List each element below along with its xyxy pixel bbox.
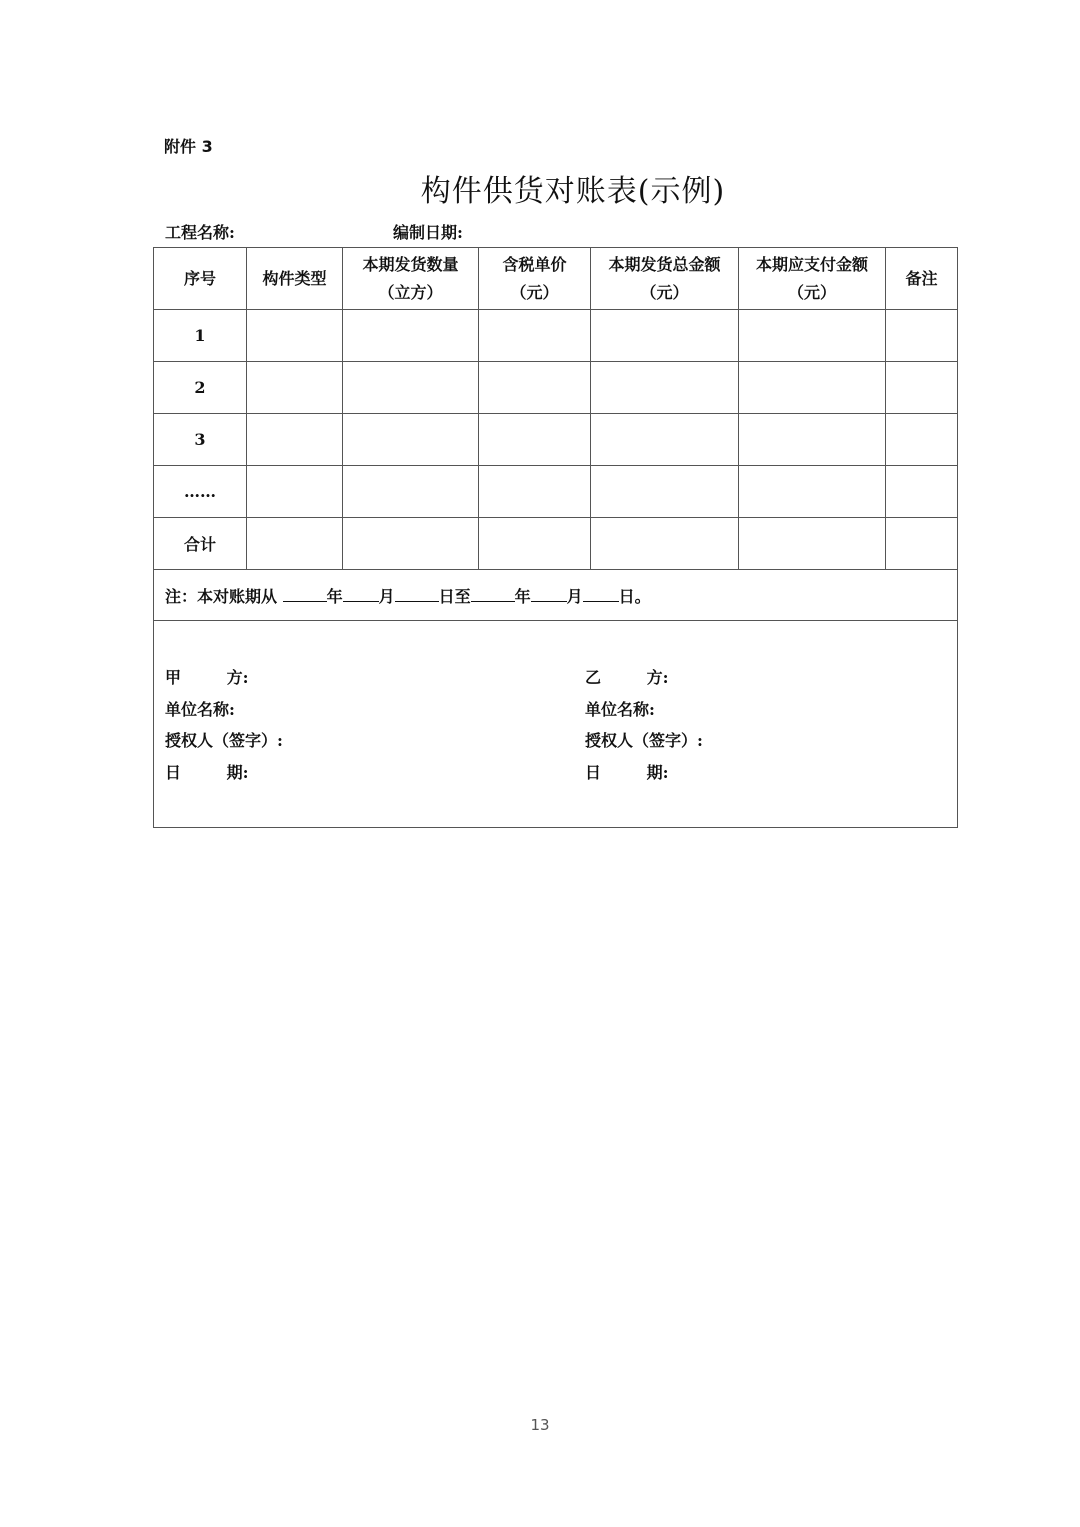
document-title: 构件供货对账表(示例) [420, 174, 726, 209]
header-unit-price: 含税单价 （元） [479, 248, 591, 310]
month-start-blank [343, 587, 379, 602]
reconciliation-table [153, 247, 958, 828]
cell [343, 466, 479, 518]
seq-cell: …… [154, 466, 247, 518]
header-component-type: 构件类型 [247, 248, 343, 310]
cell [591, 310, 739, 362]
attachment-label: 附件 3 [164, 137, 213, 156]
party-a-authorized-label: 授权人（签字）: [165, 731, 283, 750]
cell [886, 310, 958, 362]
cell [479, 362, 591, 414]
table-header-row [154, 248, 958, 310]
party-a-label: 甲 方: [165, 668, 249, 687]
cell [247, 466, 343, 518]
cell [739, 310, 886, 362]
seq-cell: 3 [154, 414, 247, 466]
cell [343, 414, 479, 466]
cell [591, 466, 739, 518]
table-row [154, 310, 958, 362]
cell [886, 466, 958, 518]
cell [479, 466, 591, 518]
cell [479, 414, 591, 466]
header-quantity: 本期发货数量 （立方） [343, 248, 479, 310]
cell [247, 362, 343, 414]
note-cell: 注：本对账期从 年 月 日至 年 月 日。 [154, 570, 958, 621]
header-seq: 序号 [154, 248, 247, 310]
cell [886, 518, 958, 570]
month-end-blank [531, 587, 567, 602]
header-remarks: 备注 [886, 248, 958, 310]
cell [886, 414, 958, 466]
header-total-amount: 本期发货总金额 （元） [591, 248, 739, 310]
cell [343, 310, 479, 362]
table-row [154, 362, 958, 414]
party-b-label: 乙 方: [585, 668, 669, 687]
cell [343, 362, 479, 414]
cell [591, 414, 739, 466]
party-b-date-label: 日 期: [585, 762, 669, 782]
cell [886, 362, 958, 414]
party-a-unit-label: 单位名称: [165, 699, 235, 719]
compile-date-label: 编制日期: [393, 223, 463, 242]
cell [591, 362, 739, 414]
cell [591, 518, 739, 570]
party-b-authorized-label: 授权人（签字）: [585, 731, 703, 750]
cell [247, 310, 343, 362]
signature-cell [154, 621, 958, 828]
day-end-blank [583, 587, 619, 602]
note-row [154, 570, 958, 621]
cell [479, 518, 591, 570]
table-row [154, 414, 958, 466]
year-start-blank [283, 587, 327, 602]
table-row [154, 466, 958, 518]
cell [479, 310, 591, 362]
cell [739, 414, 886, 466]
header-payable-amount: 本期应支付金额 （元） [739, 248, 886, 310]
seq-cell: 2 [154, 362, 247, 414]
total-row [154, 518, 958, 570]
page-number: 13 [530, 1416, 550, 1434]
cell [739, 466, 886, 518]
cell [739, 362, 886, 414]
party-b-unit-label: 单位名称: [585, 699, 655, 719]
cell [739, 518, 886, 570]
party-a-date-label: 日 期: [165, 762, 249, 782]
party-b-block [585, 665, 703, 791]
project-name-label: 工程名称: [165, 223, 235, 242]
party-a-block [165, 665, 283, 791]
year-end-blank [471, 587, 515, 602]
signature-row [154, 621, 958, 828]
cell [247, 414, 343, 466]
cell [247, 518, 343, 570]
seq-cell: 1 [154, 310, 247, 362]
cell [343, 518, 479, 570]
day-start-blank [395, 587, 439, 602]
seq-cell: 合计 [154, 518, 247, 570]
